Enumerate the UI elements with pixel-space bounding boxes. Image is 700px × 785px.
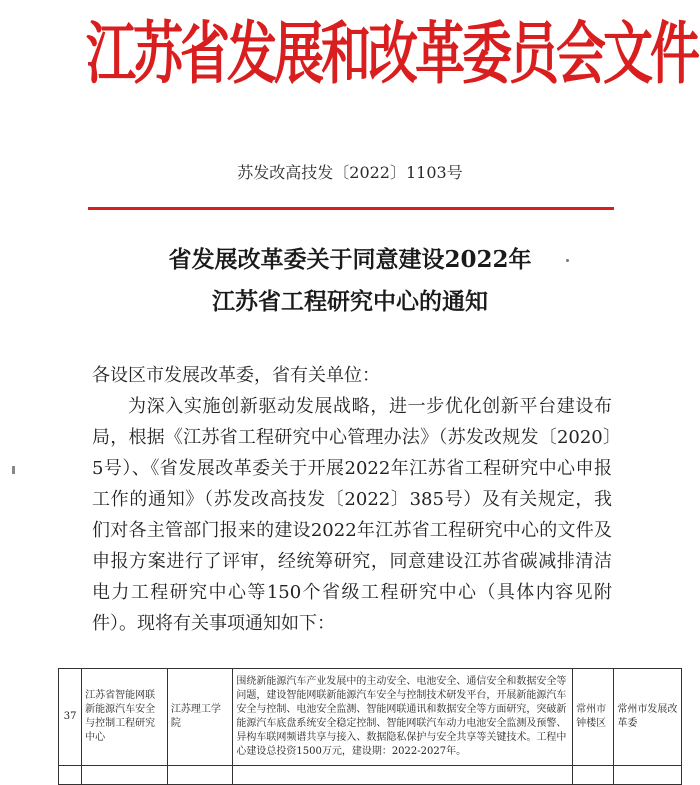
document-body <box>92 360 612 639</box>
center-name-cell: 江苏省智能网联新能源汽车安全与控制工程研究中心 <box>82 669 168 766</box>
table-row <box>59 669 682 766</box>
binding-mark <box>12 466 15 474</box>
title-line-2: 江苏省工程研究中心的通知 <box>212 288 488 315</box>
row-index: 37 <box>59 669 82 766</box>
document-title <box>0 239 700 323</box>
description-cell: 围绕新能源汽车产业发展中的主动安全、电池安全、通信安全和数据安全等问题，建设智能网联新能源汽车安全与控制技术研发平台，开展新能源汽车安全与控制、电池安全监测、智能网联通讯和数据安全等方面研究，突破新能源汽车底盘系统安全稳定控制、智能网联汽车动力电池安全监测及预警、异构车联网频谱共享与接入、数据隐私保护与安全共享等关键技术。工程中心建设总投资1500万元，建设期：2022-2027年。 <box>233 669 573 766</box>
salutation: 各设区市发展改革委，省有关单位： <box>92 365 380 386</box>
masthead-title: 江苏省发展和改革委员会文件 <box>86 13 697 94</box>
location-cell: 常州市钟楼区 <box>573 669 614 766</box>
body-paragraph: 为深入实施创新驱动发展战略，进一步优化创新平台建设布局，根据《江苏省工程研究中心管理办法》（苏发改规发〔2020〕5号）、《省发展改革委关于开展2022年江苏省工程研究中心申报工作的通知》（苏发改高技发〔2022〕385号）及有关规定，我们对各主管部门报来的建设2022年江苏省工程研究中心的文件及申报方案进行了评审，经统筹研究，同意建设江苏省碳减排清洁电力工程研究中心等150个省级工程研究中心（具体内容见附件）。现将有关事项通知如下： <box>92 396 612 634</box>
masthead <box>86 8 697 100</box>
host-unit-cell: 江苏理工学院 <box>167 669 233 766</box>
document-number: 苏发改高技发〔2022〕1103号 <box>237 163 463 182</box>
title-line-1: 省发展改革委关于同意建设2022年 <box>168 246 532 273</box>
red-divider-line <box>88 207 614 210</box>
table-row <box>59 766 682 785</box>
department-cell: 常州市发展改革委 <box>614 669 682 766</box>
annex-table <box>58 668 682 785</box>
annex-table-fragment <box>58 668 682 783</box>
